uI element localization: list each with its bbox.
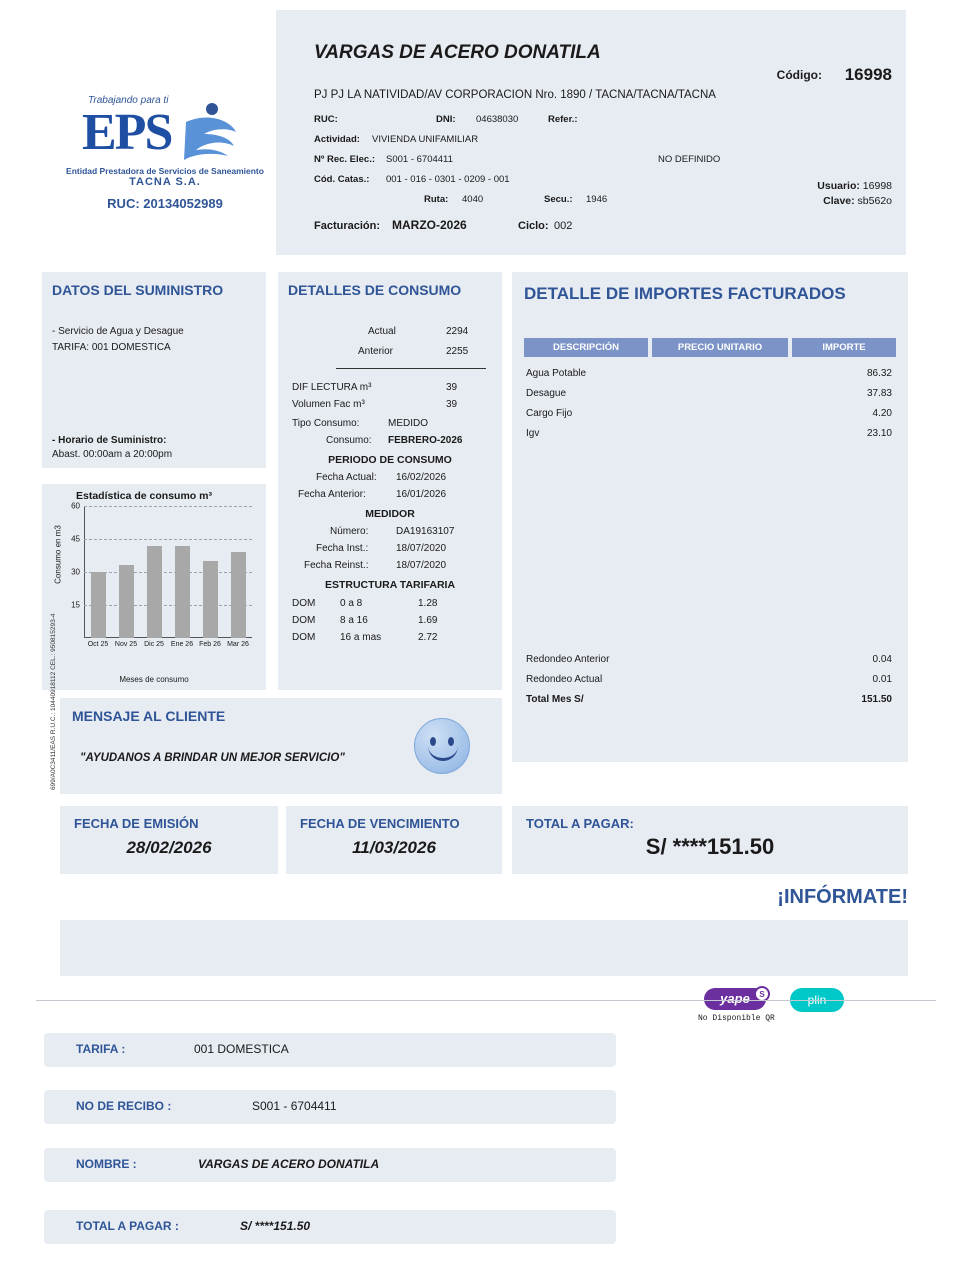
chart-xtick: Nov 25 xyxy=(114,641,138,648)
redondeo-actual-value: 0.01 xyxy=(872,674,892,685)
total-due-value: S/ ****151.50 xyxy=(645,834,775,859)
stub-nombre-row xyxy=(44,1148,616,1182)
ruta-label: Ruta: xyxy=(424,194,449,205)
tarifa-rango-1: 8 a 16 xyxy=(340,615,368,626)
lectura-anterior-label: Anterior xyxy=(358,346,394,357)
importe-amt-2: 4.20 xyxy=(872,408,892,419)
ruc-label: RUC: xyxy=(314,114,338,125)
usuario-value: 16998 xyxy=(862,180,892,192)
schedule-title: - Horario de Suministro: xyxy=(52,435,167,446)
facturacion-label: Facturación: xyxy=(314,220,381,232)
ciclo-label: Ciclo: xyxy=(518,220,549,232)
informate-heading: ¡INFÓRMATE! xyxy=(777,886,908,908)
codigo-label: Código: xyxy=(776,68,822,82)
stub-total-value: S/ ****151.50 xyxy=(240,1219,311,1233)
codigo-value: 16998 xyxy=(844,65,892,84)
due-date-label: FECHA DE VENCIMIENTO xyxy=(300,816,460,831)
importe-amt-3: 23.10 xyxy=(866,428,892,439)
medidor-title: MEDIDOR xyxy=(365,508,415,520)
tipo-consumo-label: Tipo Consumo: xyxy=(292,418,360,429)
customer-message-panel xyxy=(60,698,502,794)
consumo-mes-value: FEBRERO-2026 xyxy=(388,435,463,446)
stub-total-row xyxy=(44,1210,616,1244)
logo-eps-text: EPS xyxy=(82,104,172,161)
tarifa-cat-0: DOM xyxy=(292,598,316,609)
actividad-value: VIVIENDA UNIFAMILIAR xyxy=(372,134,479,145)
chart-xtick: Ene 26 xyxy=(170,641,194,648)
logo-subtitle: Entidad Prestadora de Servicios de Saneamiento xyxy=(66,166,264,176)
issue-date-label: FECHA DE EMISIÓN xyxy=(74,816,199,831)
importe-desc-2: Cargo Fijo xyxy=(526,408,573,419)
stub-tarifa-row xyxy=(44,1033,616,1067)
lectura-actual-label: Actual xyxy=(368,326,396,337)
stub-tarifa-value: 001 DOMESTICA xyxy=(194,1042,289,1056)
recibo-elec-label: Nº Rec. Elec.: xyxy=(314,154,376,165)
header-panel xyxy=(276,10,906,255)
consumption-divider xyxy=(336,368,486,369)
supply-tarifa: TARIFA: 001 DOMESTICA xyxy=(52,342,171,353)
consumption-title: DETALLES DE CONSUMO xyxy=(288,282,462,298)
tarifa-rango-2: 16 a mas xyxy=(340,632,382,643)
chart-ytick: 30 xyxy=(71,567,80,577)
medidor-numero-label: Número: xyxy=(330,526,369,537)
chart-bar xyxy=(147,546,162,638)
ciclo-value: 002 xyxy=(554,220,573,232)
due-date-value: 11/03/2026 xyxy=(352,838,436,857)
client-name: VARGAS DE ACERO DONATILA xyxy=(314,42,601,63)
supply-data-panel xyxy=(42,272,266,468)
importe-desc-3: Igv xyxy=(526,428,540,439)
supply-data-body xyxy=(52,324,184,356)
medidor-reinst-label: Fecha Reinst.: xyxy=(304,560,369,571)
medidor-numero-value: DA19163107 xyxy=(396,526,455,537)
tarifa-cat-2: DOM xyxy=(292,632,316,643)
qr-unavailable-note: No Disponible QR xyxy=(698,1014,775,1023)
fecha-actual-value: 16/02/2026 xyxy=(396,472,447,483)
stub-recibo-row xyxy=(44,1090,616,1124)
chart-ytick: 15 xyxy=(71,600,80,610)
actividad-label: Actividad: xyxy=(314,134,360,145)
chart-bar xyxy=(91,572,106,638)
volumen-fac-label: Volumen Fac m³ xyxy=(292,399,365,410)
secu-value: 1946 xyxy=(586,194,608,205)
col-precio-unitario: PRECIO UNITARIO xyxy=(652,338,788,357)
supply-data-title: DATOS DEL SUMINISTRO xyxy=(52,282,224,298)
tarifa-precio-0: 1.28 xyxy=(418,598,438,609)
chart-xtick: Oct 25 xyxy=(87,641,109,648)
issue-date-panel xyxy=(60,806,278,874)
supply-schedule xyxy=(52,434,172,462)
total-due-panel xyxy=(512,806,908,874)
importe-amt-1: 37.83 xyxy=(866,388,892,399)
total-due-label: TOTAL A PAGAR: xyxy=(526,816,634,831)
tarifa-precio-1: 1.69 xyxy=(418,615,438,626)
chart-xtick: Feb 26 xyxy=(199,641,221,648)
logo-company: TACNA S.A. xyxy=(129,176,201,188)
chart-xlabel: Meses de consumo xyxy=(119,675,189,684)
supply-service: - Servicio de Agua y Desague xyxy=(52,326,184,337)
chart-xtick: Mar 26 xyxy=(227,641,249,648)
billed-amounts-panel xyxy=(512,272,908,762)
redondeo-anterior-value: 0.04 xyxy=(872,654,892,665)
redondeo-anterior-label: Redondeo Anterior xyxy=(526,654,610,665)
fecha-actual-label: Fecha Actual: xyxy=(316,472,377,483)
cod-catastral-label: Cód. Catas.: xyxy=(314,174,370,185)
company-logo xyxy=(60,95,270,211)
due-date-panel xyxy=(286,806,502,874)
tipo-consumo-value: MEDIDO xyxy=(388,418,428,429)
chart-gridline xyxy=(84,572,252,573)
estructura-title: ESTRUCTURA TARIFARIA xyxy=(324,579,456,591)
informate-panel xyxy=(60,920,908,976)
fecha-anterior-value: 16/01/2026 xyxy=(396,489,447,500)
stub-recibo-label: NO DE RECIBO : xyxy=(76,1099,172,1113)
user-credentials xyxy=(817,180,892,210)
consumption-chart-panel xyxy=(42,484,266,690)
consumption-details-panel xyxy=(278,272,502,690)
dif-lectura-value: 39 xyxy=(446,382,458,393)
dni-label: DNI: xyxy=(436,114,456,125)
secu-label: Secu.: xyxy=(544,194,573,205)
client-address: PJ PJ LA NATIVIDAD/AV CORPORACION Nro. 1890 / TACNA/TACNA/TACNA xyxy=(314,89,716,101)
medidor-inst-value: 18/07/2020 xyxy=(396,543,447,554)
volumen-fac-value: 39 xyxy=(446,399,458,410)
yape-logo: yape xyxy=(704,988,766,1010)
tarifa-cat-1: DOM xyxy=(292,615,316,626)
tarifa-precio-2: 2.72 xyxy=(418,632,438,643)
lectura-anterior-value: 2255 xyxy=(446,346,469,357)
logo-ruc: RUC: 20134052989 xyxy=(107,196,223,211)
customer-message-text: "AYUDANOS A BRINDAR UN MEJOR SERVICIO" xyxy=(80,752,345,764)
stub-nombre-value: VARGAS DE ACERO DONATILA xyxy=(198,1157,380,1171)
medidor-reinst-value: 18/07/2020 xyxy=(396,560,447,571)
importe-desc-0: Agua Potable xyxy=(526,368,587,379)
usuario-label: Usuario: xyxy=(817,180,860,192)
col-descripcion: DESCRIPCIÓN xyxy=(524,338,648,357)
stub-total-label: TOTAL A PAGAR : xyxy=(76,1219,179,1233)
plin-logo: plin xyxy=(790,988,844,1012)
customer-message-title: MENSAJE AL CLIENTE xyxy=(72,708,226,724)
logo-tagline: Trabajando para ti xyxy=(88,95,169,106)
ruta-value: 4040 xyxy=(462,194,484,205)
chart-xtick: Dic 25 xyxy=(144,641,164,648)
yape-badge-icon: S xyxy=(754,986,770,1002)
recibo-elec-value: S001 - 6704411 xyxy=(386,154,453,165)
chart-bar xyxy=(231,552,246,638)
lectura-actual-value: 2294 xyxy=(446,326,469,337)
importe-desc-1: Desague xyxy=(526,388,567,399)
tear-off-divider xyxy=(36,1000,936,1001)
chart-ytick: 45 xyxy=(71,534,80,544)
chart-bar xyxy=(203,561,218,638)
schedule-value: Abast. 00:00am a 20:00pm xyxy=(52,449,173,460)
chart-gridline xyxy=(84,539,252,540)
fecha-anterior-label: Fecha Anterior: xyxy=(298,489,366,500)
facturacion-value: MARZO-2026 xyxy=(392,218,467,232)
printer-imprint-text: 699/A0C3411/EAS R.U.C.: 10440918112 CEL.: 950815293-4 xyxy=(50,613,57,790)
redondeo-actual-label: Redondeo Actual xyxy=(526,674,603,685)
chart-gridline xyxy=(84,506,252,507)
no-definido: NO DEFINIDO xyxy=(658,154,721,165)
consumo-mes-label: Consumo: xyxy=(326,435,372,446)
issue-date-value: 28/02/2026 xyxy=(126,838,212,857)
chart-gridline xyxy=(84,605,252,606)
water-drop-icon xyxy=(178,102,244,164)
smiley-face-icon xyxy=(414,718,470,774)
periodo-title: PERIODO DE CONSUMO xyxy=(328,454,452,466)
medidor-inst-label: Fecha Inst.: xyxy=(316,543,369,554)
chart-bar xyxy=(175,546,190,638)
stub-recibo-value: S001 - 6704411 xyxy=(252,1099,337,1113)
col-importe: IMPORTE xyxy=(792,338,896,357)
stub-tarifa-label: TARIFA : xyxy=(76,1042,126,1056)
total-mes-label: Total Mes S/ xyxy=(526,694,584,705)
chart-ylabel: Consumo en m3 xyxy=(53,525,63,584)
chart-bar xyxy=(119,565,134,638)
stub-nombre-label: NOMBRE : xyxy=(76,1157,137,1171)
clave-label: Clave: xyxy=(823,195,855,207)
dni-value: 04638030 xyxy=(476,114,519,125)
total-mes-value: 151.50 xyxy=(861,694,892,705)
tarifa-rango-0: 0 a 8 xyxy=(340,598,363,609)
refer-label: Refer.: xyxy=(548,114,578,125)
chart-plot-area xyxy=(71,501,252,648)
chart-ytick: 60 xyxy=(71,501,80,511)
clave-value: sb562o xyxy=(857,195,892,207)
billed-amounts-title: DETALLE DE IMPORTES FACTURADOS xyxy=(524,284,846,303)
cod-catastral-value: 001 - 016 - 0301 - 0209 - 001 xyxy=(386,174,510,185)
chart-title: Estadística de consumo m³ xyxy=(76,490,212,502)
chart-x-axis xyxy=(84,637,252,638)
importe-amt-0: 86.32 xyxy=(866,368,892,379)
payment-methods xyxy=(698,988,878,1028)
dif-lectura-label: DIF LECTURA m³ xyxy=(292,382,372,393)
